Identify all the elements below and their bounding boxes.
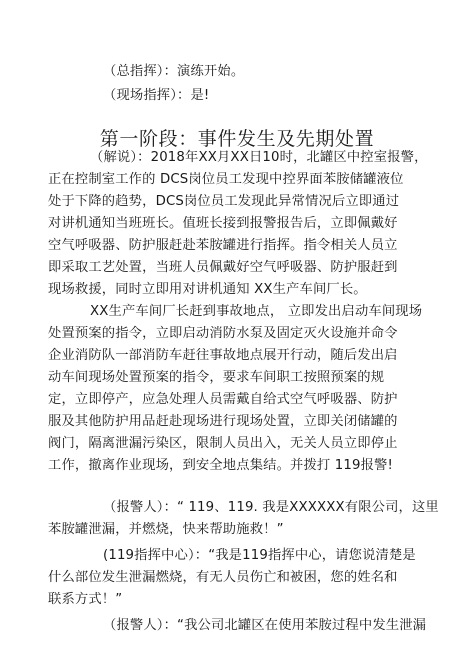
dialogue-caller-cont: 苯胺罐泄漏，并燃烧，快来帮助施救！” [48,522,284,537]
narration-line: （解说）：2018年XX月XX日10时，北罐区中控室报警， [90,150,428,165]
narration-line: 空气呼吸器、防护服赶赴苯胺罐进行指挥。指令相关人员立 [48,238,398,253]
paragraph-line: 动车间现场处置预案的指令，要求车间职工按照预案的规 [48,370,385,385]
paragraph-line: 定，立即停产，应急处理人员需戴自给式空气呼吸器、防护 [48,392,398,407]
dialogue-site-commander: （现场指挥）：是! [103,88,210,103]
dialogue-119-center-cont: 联系方式！” [48,592,123,607]
narration-line: 即采取工艺处置，当班人员佩戴好空气呼吸器、防护服赶到 [48,260,398,275]
narration-line: 现场救援，同时立即用对讲机通知 XX生产车间厂长。 [48,282,367,297]
dialogue-caller-2: （报警人）：“我公司北罐区在使用苯胺过程中发生泄漏 [103,618,427,633]
narration-line: 处于下降的趋势，DCS岗位员工发现此异常情况后立即通过 [48,194,400,209]
dialogue-119-center-cont: 什么部位发生泄漏燃烧，有无人员伤亡和被困，您的姓名和 [48,570,398,585]
paragraph-line: 企业消防队一部消防车赶往事故地点展开行动，随后发出启 [48,348,398,363]
dialogue-commander: （总指挥）：演练开始。 [103,64,245,79]
paragraph-line: 处置预案的指令，立即启动消防水泵及固定灭火设施并命令 [48,326,398,341]
narration-line: 正在控制室工作的 DCS岗位员工发现中控界面苯胺储罐液位 [48,172,404,187]
dialogue-caller: （报警人）：“ 119、119. 我是XXXXXX有限公司，这里 [103,500,439,515]
narration-line: 对讲机通知当班班长。值班长接到报警报告后，立即佩戴好 [48,216,398,231]
paragraph-line: XX生产车间厂长赶到事故地点， 立即发出启动车间现场 [90,304,423,319]
paragraph-line: 阀门，隔离泄漏污染区，限制人员出入，无关人员立即停止 [48,436,398,451]
section-title: 第一阶段：事件发生及先期处置 [99,128,375,150]
paragraph-line: 服及其他防护用品赶赴现场进行现场处置，立即关闭储罐的 [48,414,398,429]
paragraph-line: 工作，撤离作业现场，到安全地点集结。并拨打 119报警! [48,458,393,473]
dialogue-119-center: (119指挥中心）：“我是119指挥中心，请您说清楚是 [103,548,416,563]
